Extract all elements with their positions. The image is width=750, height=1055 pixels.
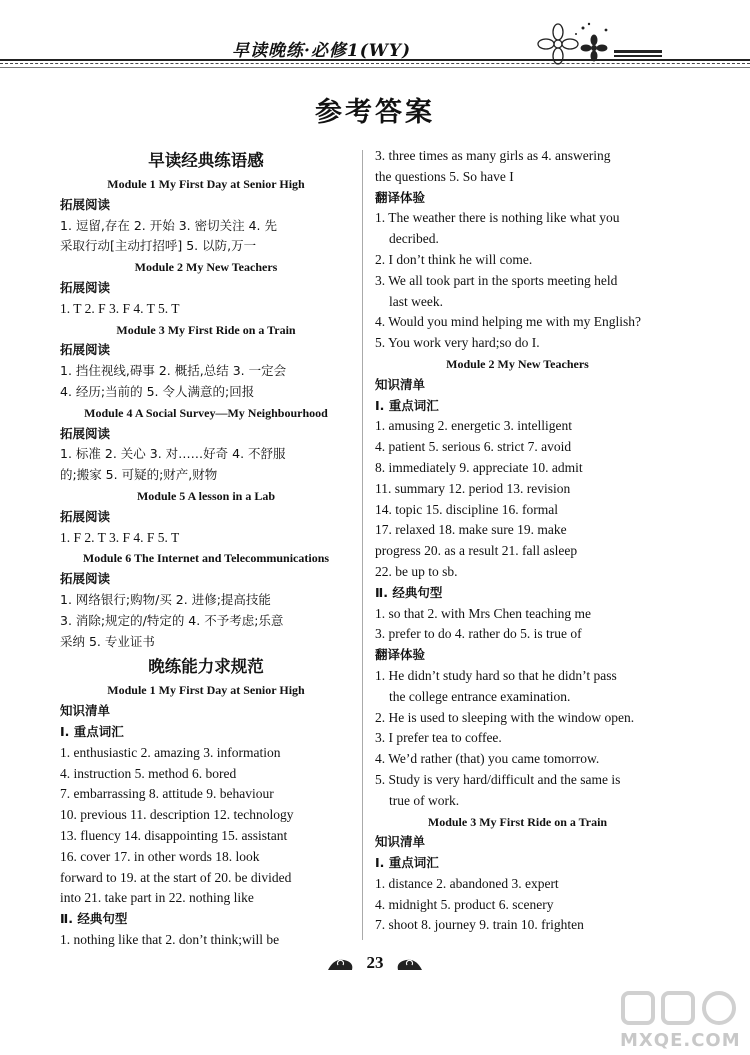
answer-line: 4. 经历;当前的 5. 令人满意的;回报 (60, 383, 255, 399)
header-title: 早读晚练·必修1(WY) (232, 41, 412, 61)
subsection-label: Ⅰ. 重点词汇 (60, 723, 124, 739)
answer-line: 2. He is used to sleeping with the window open. (375, 709, 635, 725)
subsection-label: Ⅱ. 经典句型 (375, 584, 443, 600)
answer-line: 3. prefer to do 4. rather do 5. is true of (375, 626, 582, 642)
answer-line: 1. He didn’t study hard so that he didn’t pass (375, 667, 617, 683)
page-number: 23 (366, 953, 384, 972)
answer-line: 7. embarrassing 8. attitude 9. behaviour (60, 786, 274, 802)
right-column (375, 146, 660, 936)
subsection-label: 拓展阅读 (60, 425, 111, 441)
subsection-label: 知识清单 (375, 376, 426, 392)
module-heading: Module 1 My First Day at Senior High (107, 683, 305, 698)
answer-line: 13. fluency 14. disappointing 15. assistant (60, 827, 288, 843)
snail-icon (326, 956, 356, 972)
watermark-text: MXQE.COM (620, 1030, 741, 1051)
module-heading: Module 3 My First Ride on a Train (427, 814, 608, 829)
answer-line: 22. be up to sb. (375, 563, 458, 579)
answer-line: 11. summary 12. period 13. revision (375, 480, 571, 496)
answer-line: 5. You work very hard;so do I. (375, 335, 540, 351)
subsection-label: Ⅱ. 经典句型 (60, 911, 128, 927)
answer-line: 4. patient 5. serious 6. strict 7. avoid (375, 439, 572, 455)
subsection-label: 知识清单 (60, 703, 111, 719)
answer-line: the questions 5. So have I (375, 168, 514, 184)
answer-line: 3. We all took part in the sports meeting held (375, 272, 618, 288)
answer-line: 3. 消除;规定的/特定的 4. 不予考虑;乐意 (60, 612, 284, 628)
answer-line: 1. 网络银行;购物/买 2. 进修;提高技能 (60, 591, 271, 607)
answer-line: 3. I prefer tea to coffee. (375, 730, 502, 746)
answer-line: 采纳 5. 专业证书 (60, 633, 155, 649)
column-divider (362, 150, 363, 940)
answer-line: 16. cover 17. in other words 18. look (60, 848, 260, 864)
answer-line: 1. T 2. F 3. F 4. T 5. T (60, 300, 180, 316)
subsection-label: 拓展阅读 (60, 508, 111, 524)
answer-line: decribed. (389, 231, 439, 247)
answer-line: 1. The weather there is nothing like what you (375, 210, 620, 226)
answer-line: forward to 19. at the start of 20. be divided (60, 869, 292, 885)
answer-line: 4. instruction 5. method 6. bored (60, 765, 237, 781)
module-heading: Module 3 My First Ride on a Train (116, 322, 296, 337)
answer-line: 采取行动[主动打招呼] 5. 以防,万一 (60, 238, 257, 254)
answer-line: 17. relaxed 18. make sure 19. make (375, 522, 567, 538)
answer-line: last week. (389, 293, 443, 309)
left-column (60, 146, 352, 951)
subsection-label: 拓展阅读 (60, 196, 111, 212)
answer-line: 8. immediately 9. appreciate 10. admit (375, 459, 583, 475)
answer-line: 4. midnight 5. product 6. scenery (375, 896, 554, 912)
answer-line: 4. Would you mind helping me with my English? (375, 314, 642, 330)
subsection-label: 翻译体验 (375, 647, 426, 663)
answer-line: true of work. (389, 792, 460, 808)
section-heading: 早读经典练语感 (148, 151, 264, 170)
flower-ornament-icon (536, 18, 666, 68)
module-heading: Module 1 My First Day at Senior High (107, 177, 305, 191)
subsection-label: 拓展阅读 (60, 279, 111, 295)
subsection-label: 拓展阅读 (60, 342, 111, 358)
answer-line: 10. previous 11. description 12. technology (60, 807, 294, 823)
answer-line: 1. enthusiastic 2. amazing 3. information (60, 744, 281, 760)
section-heading: 晚练能力求规范 (148, 657, 264, 677)
answer-line: 1. amusing 2. energetic 3. intelligent (375, 418, 572, 434)
answer-line: progress 20. as a result 21. fall asleep (375, 543, 578, 559)
module-heading: Module 5 A lesson in a Lab (136, 488, 276, 503)
answer-line: 1. 逗留,存在 2. 开始 3. 密切关注 4. 先 (60, 217, 277, 233)
answer-line: 14. topic 15. discipline 16. formal (375, 501, 558, 517)
page-footer (0, 953, 750, 973)
answer-line: 2. I don’t think he will come. (375, 251, 533, 267)
answer-line: 5. Study is very hard/difficult and the same is (375, 771, 621, 787)
answer-line: 1. so that 2. with Mrs Chen teaching me (375, 605, 591, 621)
answer-line: 1. 挡住视线,碍事 2. 概括,总结 3. 一定会 (60, 363, 287, 379)
module-heading: Module 2 My New Teachers (446, 356, 589, 371)
answer-line: 1. 标准 2. 关心 3. 对……好奇 4. 不舒服 (60, 446, 286, 462)
module-heading: Module 6 The Internet and Telecommunications (82, 551, 330, 566)
answer-line: 4. We’d rather (that) you came tomorrow. (375, 751, 600, 767)
snail-icon (394, 956, 424, 972)
answer-line: 1. nothing like that 2. don’t think;will be (60, 931, 280, 947)
subsection-label: Ⅰ. 重点词汇 (375, 397, 439, 413)
module-heading: Module 4 A Social Survey—My Neighbourhood (84, 405, 328, 420)
page-header (0, 0, 750, 80)
answer-line: 3. three times as many girls as 4. answering (375, 148, 611, 163)
subsection-label: 知识清单 (375, 834, 426, 850)
subsection-label: Ⅰ. 重点词汇 (375, 855, 439, 871)
answer-line: 1. F 2. T 3. F 4. F 5. T (60, 529, 180, 545)
module-heading: Module 2 My New Teachers (134, 260, 278, 275)
answer-line: the college entrance examination. (389, 688, 571, 704)
answer-line: 的;搬家 5. 可疑的;财产,财物 (60, 467, 218, 483)
answer-line: into 21. take part in 22. nothing like (60, 890, 254, 906)
answer-line: 7. shoot 8. journey 9. train 10. frighten (375, 917, 584, 933)
subsection-label: 拓展阅读 (60, 571, 111, 587)
subsection-label: 翻译体验 (375, 189, 426, 205)
page-title: 参考答案 (315, 97, 435, 128)
answer-line: 1. distance 2. abandoned 3. expert (375, 875, 559, 891)
